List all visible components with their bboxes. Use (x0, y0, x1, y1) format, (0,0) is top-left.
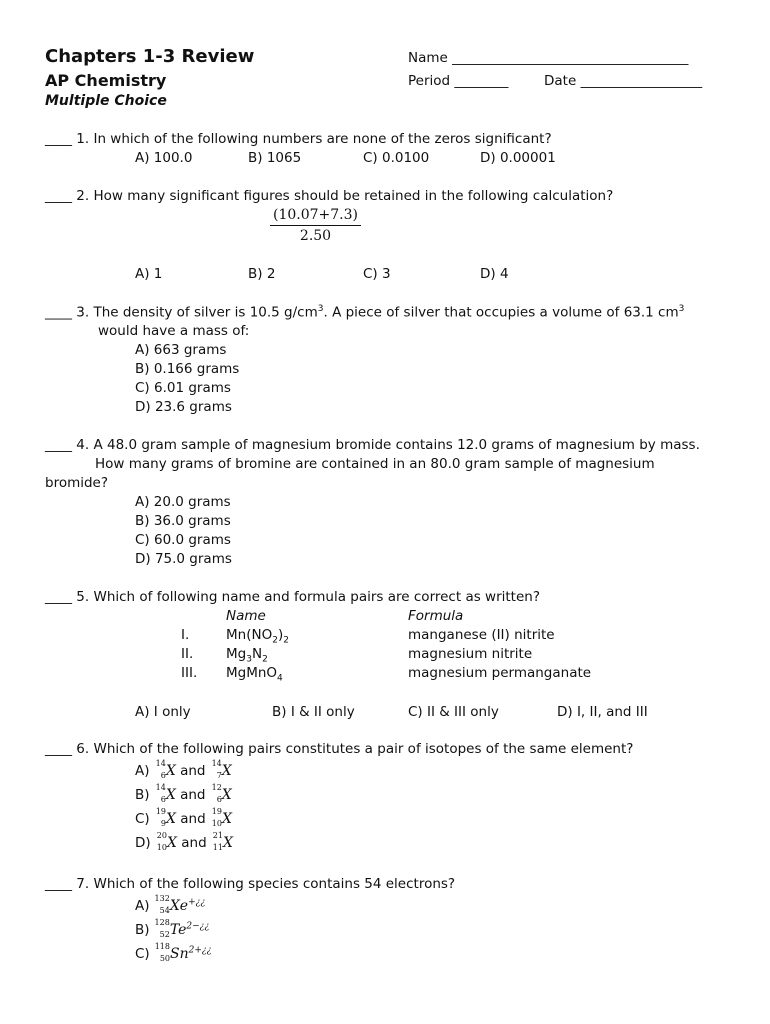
choice-b: B) 0.166 grams (135, 361, 240, 377)
course-name: AP Chemistry (45, 71, 167, 90)
row-number: III. (181, 665, 198, 681)
question-6 (45, 741, 633, 757)
answer-blank[interactable]: ____ (45, 304, 72, 321)
exponent: 3 (317, 304, 324, 314)
date-field[interactable] (544, 73, 702, 89)
choice-d: D) 20 10 X and 21 11 X (135, 831, 233, 852)
choice-a: A) I only (135, 704, 191, 720)
choice-a: A) 100.0 (135, 150, 193, 166)
choice-c: C) 19 9 X and 19 10 X (135, 807, 232, 828)
fraction-denominator: 2.50 (299, 228, 332, 244)
choice-b: B) 36.0 grams (135, 513, 231, 529)
row-name: magnesium permanganate (408, 665, 592, 681)
name-blank[interactable]: ___________________________________ (452, 50, 689, 66)
row-formula: $Mg_3N_2$ (226, 646, 268, 665)
choice-a: A) 1 (135, 266, 163, 282)
answer-blank[interactable]: ____ (45, 437, 72, 453)
choice-c: C) 118 50 $Sn^{2+¿¿}$ (135, 942, 212, 963)
row-formula: MgMnO$_4$ (226, 665, 283, 684)
choice-b: B) 128 52 $Te^{2-¿¿}$ (135, 918, 210, 939)
question-text: 3. The density of silver is 10.5 g/cm (76, 304, 318, 321)
question-7 (45, 876, 455, 892)
question-text: 2. How many significant figures should be retained in the following calculation? (76, 188, 614, 204)
period-field[interactable] (408, 73, 508, 89)
question-text-line2: How many grams of bromine are contained in an 80.0 gram sample of magnesium (95, 456, 655, 472)
row-name: magnesium nitrite (408, 646, 533, 662)
choice-c: C) 60.0 grams (135, 532, 231, 548)
choice-d: D) I, II, and III (557, 704, 648, 720)
choice-c: C) 3 (363, 266, 391, 282)
question-text: 4. A 48.0 gram sample of magnesium bromide contains 12.0 grams of magnesium by mass. (76, 437, 700, 453)
column-header-formula: Formula (408, 608, 464, 624)
column-header-name: Name (226, 608, 266, 624)
choice-a: A) 132 54 Xe+¿¿ (135, 894, 206, 915)
question-5 (45, 589, 540, 605)
choice-b: B) I & II only (272, 704, 355, 720)
question-text-line2: would have a mass of: (98, 323, 250, 339)
date-blank[interactable]: __________________ (580, 73, 703, 89)
choice-d: D) 0.00001 (480, 150, 556, 166)
choice-b: B) 14 6 X and 12 6 X (135, 783, 232, 804)
calculation-fraction (270, 207, 361, 244)
choice-b: B) 1065 (248, 150, 302, 166)
answer-blank[interactable]: ____ (45, 876, 72, 892)
name-field[interactable] (408, 50, 688, 66)
question-text: 5. Which of following name and formula pairs are correct as written? (76, 589, 540, 605)
name-label: Name (408, 50, 448, 66)
question-1 (45, 131, 552, 147)
exponent: 3 (678, 304, 685, 314)
row-name: manganese (II) nitrite (408, 627, 555, 643)
fraction-numerator: (10.07+7.3) (270, 207, 361, 226)
choice-a: A) 20.0 grams (135, 494, 231, 510)
question-3 (45, 304, 684, 321)
answer-blank[interactable]: ____ (45, 741, 72, 757)
row-number: I. (181, 627, 190, 643)
choice-d: D) 4 (480, 266, 509, 282)
choice-c: C) 6.01 grams (135, 380, 231, 396)
choice-b: B) 2 (248, 266, 276, 282)
row-number: II. (181, 646, 194, 662)
question-text: 7. Which of the following species contains 54 electrons? (76, 876, 456, 892)
question-text-cont: . A piece of silver that occupies a volume of 63.1 cm (323, 304, 679, 321)
period-blank[interactable]: ________ (454, 73, 509, 89)
question-4 (45, 437, 700, 453)
choice-c: C) 0.0100 (363, 150, 430, 166)
question-text-line3: bromide? (45, 475, 109, 491)
question-2 (45, 188, 613, 204)
row-formula: $Mn(NO_2)_2$ (226, 627, 289, 646)
choice-a: A) 14 6 X and 14 7 X (135, 759, 232, 780)
date-label: Date (544, 73, 577, 89)
section-title: Multiple Choice (45, 93, 167, 109)
question-text: 6. Which of the following pairs constitutes a pair of isotopes of the same element? (76, 741, 634, 757)
answer-blank[interactable]: ____ (45, 589, 72, 605)
page-title: Chapters 1-3 Review (45, 46, 255, 67)
period-label: Period (408, 73, 451, 89)
answer-blank[interactable]: ____ (45, 188, 72, 204)
choice-d: D) 75.0 grams (135, 551, 232, 567)
question-text: 1. In which of the following numbers are none of the zeros significant? (76, 131, 552, 147)
choice-c: C) II & III only (408, 704, 499, 720)
choice-a: A) 663 grams (135, 342, 227, 358)
choice-d: D) 23.6 grams (135, 399, 232, 415)
answer-blank[interactable]: ____ (45, 131, 72, 147)
